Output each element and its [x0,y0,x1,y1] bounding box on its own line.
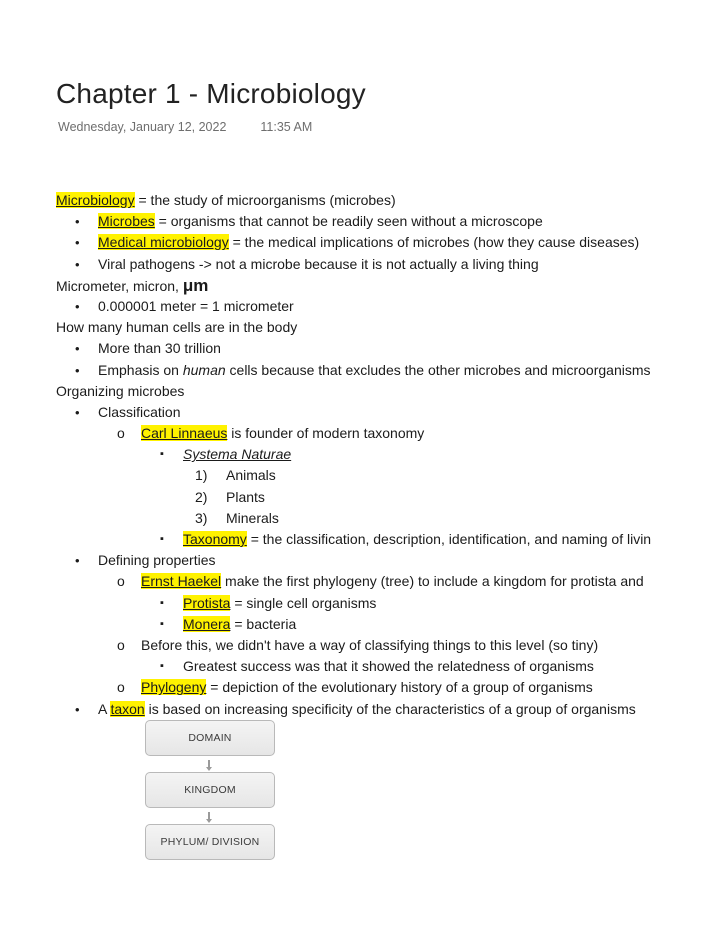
bullet-square: ▪ [160,448,164,461]
note-line[interactable] [56,360,720,381]
list-number: 2) [195,488,208,505]
highlighted-term: Ernst Haekel [141,573,222,590]
note-text: = the classification, description, identification, and naming of livin [246,531,652,547]
note-line[interactable] [56,338,720,359]
highlighted-term: Carl Linnaeus [141,425,228,442]
note-text: How many human cells are in the body [56,319,298,336]
bullet-disc: • [75,701,80,717]
bullet-disc: • [75,214,80,230]
bullet-disc: • [75,341,80,357]
note-line[interactable] [56,593,720,614]
highlighted-term: Protista [183,594,231,611]
bullet-circle: o [117,636,125,653]
note-body[interactable] [56,190,720,720]
highlighted-term: taxon [110,700,145,717]
note-text: More than 30 trillion [98,340,221,357]
note-line[interactable] [56,211,720,232]
hierarchy-box-phylum: PHYLUM/ DIVISION [145,824,275,860]
note-content [98,699,636,720]
bullet-disc: • [75,298,80,314]
note-text: Defining properties [98,552,216,569]
note-text: Emphasis on [98,361,183,378]
note-text: Greatest success was that it showed the relatedness of organisms [183,658,594,675]
down-arrow-icon [145,756,273,772]
bullet-disc: • [75,362,80,378]
note-line[interactable] [56,254,720,275]
note-text: Classification [98,403,181,420]
bullet-square: ▪ [160,660,164,673]
note-content [98,211,543,232]
note-line[interactable] [56,232,720,253]
note-text: Minerals [226,509,279,526]
note-text: = bacteria [230,615,297,632]
note-content [183,529,651,550]
highlighted-term: Taxonomy [183,531,247,547]
note-line[interactable] [56,402,720,423]
page-date: Wednesday, January 12, 2022 [58,120,227,134]
emphasis-text: human [182,361,226,378]
note-text: = the medical implications of microbes (how they cause diseases) [228,234,640,251]
note-line[interactable] [56,635,720,656]
bullet-disc: • [75,553,80,569]
note-content [98,232,639,253]
note-content [98,360,651,381]
highlighted-term: Monera [183,615,231,632]
note-line[interactable] [56,296,720,317]
note-text: Organizing microbes [56,382,185,399]
note-text: = the study of microorganisms (microbes) [134,192,396,208]
note-line[interactable] [56,317,720,338]
note-line[interactable] [56,677,720,698]
note-line[interactable] [56,571,720,592]
highlighted-term: Microbes [98,213,155,230]
bullet-square: ▪ [160,617,164,630]
note-text: = single cell organisms [230,594,377,611]
note-line[interactable] [56,487,720,508]
list-number: 3) [195,509,208,526]
bullet-disc: • [75,235,80,251]
hierarchy-box-kingdom: KINGDOM [145,772,275,808]
note-content [141,423,424,444]
note-content [141,571,644,592]
note-text: 0.000001 meter = 1 micrometer [98,297,294,314]
note-text: Animals [226,467,276,484]
note-line[interactable] [56,381,720,402]
book-title: Systema Naturae [183,446,292,463]
note-line[interactable] [56,614,720,635]
highlighted-term: Phylogeny [141,679,207,696]
bullet-disc: • [75,404,80,420]
note-text: = depiction of the evolutionary history of a group of organisms [206,679,593,696]
note-line[interactable] [56,699,720,720]
note-line[interactable] [56,550,720,571]
note-text: Before this, we didn't have a way of classifying things to this level (so tiny) [141,636,599,653]
page-time: 11:35 AM [260,120,313,134]
micrometer-symbol: μm [182,275,209,295]
note-text: make the first phylogeny (tree) to include a kingdom for protista and [221,573,644,590]
note-content [183,593,376,614]
note-text: cells because that excludes the other microbes and microorganisms [225,361,651,378]
page-title[interactable]: Chapter 1 - Microbiology [56,78,366,109]
bullet-circle: o [117,679,125,696]
down-arrow-icon [145,808,273,824]
note-line[interactable] [56,190,720,211]
note-line[interactable] [56,275,720,296]
note-line[interactable] [56,656,720,677]
note-text: Micrometer, micron, [56,277,183,294]
note-text: is founder of modern taxonomy [227,425,425,442]
note-text: is based on increasing specificity of the characteristics of a group of organisms [144,700,636,717]
hierarchy-box-domain: DOMAIN [145,720,275,756]
note-line[interactable] [56,508,720,529]
note-line[interactable] [56,423,720,444]
bullet-disc: • [75,256,80,272]
note-line[interactable] [56,465,720,486]
bullet-square: ▪ [160,533,164,545]
highlighted-term: Microbiology [56,192,135,208]
list-number: 1) [195,467,208,484]
taxonomy-hierarchy-diagram[interactable] [145,720,277,860]
highlighted-term: Medical microbiology [98,234,229,251]
note-line[interactable] [56,529,720,550]
note-text: Viral pathogens -> not a microbe because it is not actually a living thing [98,255,539,272]
note-text: Plants [226,488,265,505]
page-timestamp [58,120,312,134]
note-content [183,614,296,635]
note-text: A [98,700,111,717]
note-content [141,677,593,698]
note-text: = organisms that cannot be readily seen without a microscope [154,213,543,230]
note-line[interactable] [56,444,720,465]
bullet-square: ▪ [160,596,164,609]
bullet-circle: o [117,573,125,590]
bullet-circle: o [117,425,125,442]
